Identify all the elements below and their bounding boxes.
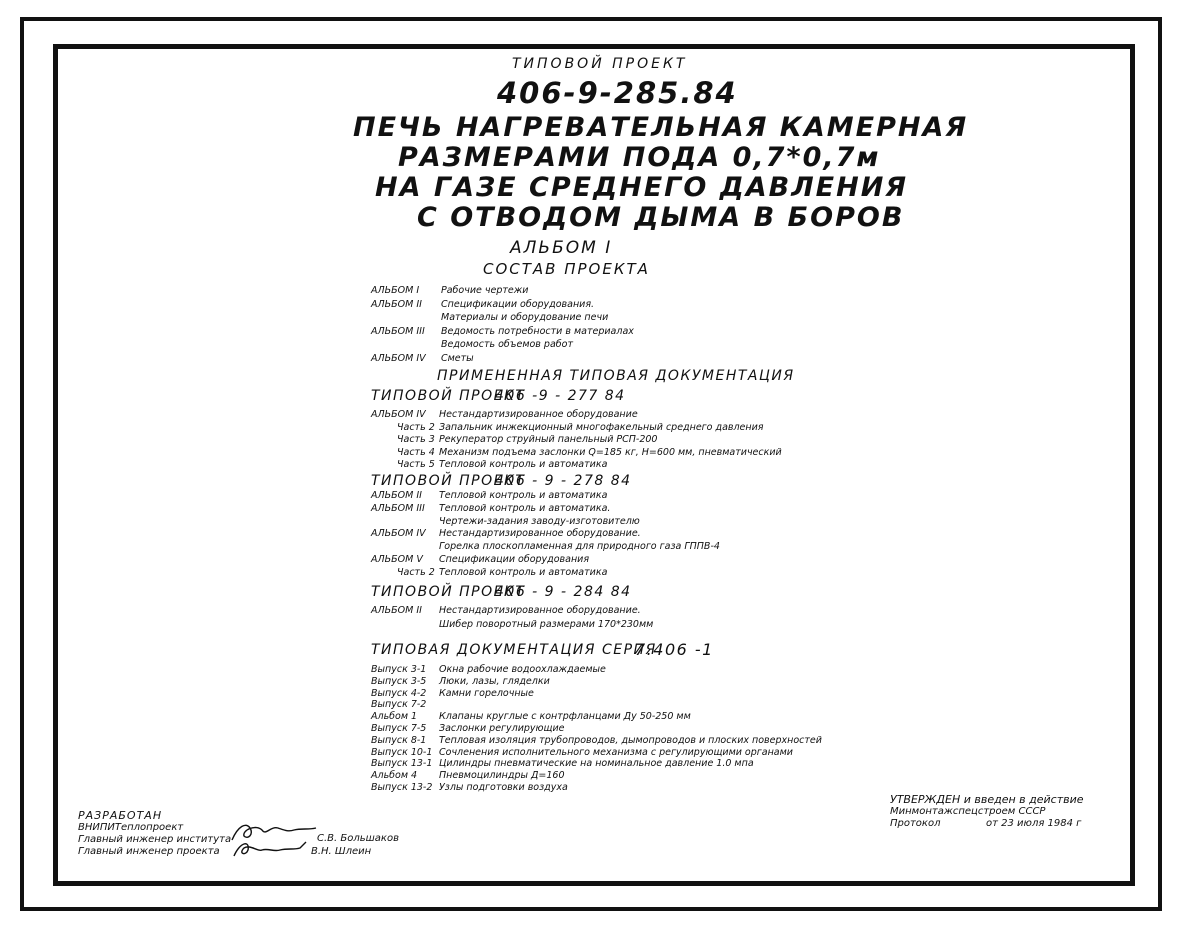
list-item: [371, 664, 831, 676]
list-item-value: Нестандартизированное оборудование.: [439, 528, 641, 540]
list-item: [371, 528, 831, 540]
list-item-value: Спецификации оборудования: [439, 554, 590, 565]
list-item-value: Узлы подготовки воздуха: [439, 782, 568, 793]
list-item-value: Горелка плоскопламенная для природного газа ГППВ-4: [439, 541, 720, 553]
list-item: [371, 770, 831, 782]
list-item-key: АЛЬБОМ II: [371, 490, 422, 501]
list-item-value: Материалы и оборудование печи: [441, 312, 609, 324]
list-item-value: Окна рабочие водоохлаждаемые: [439, 664, 606, 675]
chief-project-name: В.Н. Шлеин: [311, 846, 372, 857]
series-number: 7.406 -1: [635, 640, 714, 659]
list-item: [371, 312, 831, 324]
list-item-key: Выпуск 7-5: [371, 723, 427, 734]
list-item: [371, 353, 831, 365]
title-line-3: НА ГАЗЕ СРЕДНЕГО ДАВЛЕНИЯ: [375, 172, 909, 203]
list-item: [371, 339, 831, 351]
list-item-key: Часть 4: [397, 446, 435, 458]
list-item-value: Спецификации оборудования.: [441, 298, 595, 310]
approved-line-2: Минмонтажспецстроем СССР: [890, 806, 1046, 817]
list-item-value: Запальник инжекционный многофакельный среднего давления: [439, 421, 764, 433]
list-item-key: АЛЬБОМ IV: [371, 528, 426, 540]
list-item-value: Тепловая изоляция трубопроводов, дымопроводов и плоских поверхностей: [439, 734, 822, 746]
list-item: [371, 541, 831, 553]
list-item: [371, 699, 831, 711]
list-item-key: Выпуск 10-1: [371, 746, 433, 758]
list-item-key: Выпуск 13-2: [371, 782, 433, 793]
list-item: [371, 503, 831, 515]
chief-institute-role: Главный инженер института: [78, 834, 232, 845]
developed-title: РАЗРАБОТАН: [78, 809, 163, 822]
list-item: [371, 676, 831, 688]
chief-project-role: Главный инженер проекта: [78, 846, 220, 857]
title-line-2: РАЗМЕРАМИ ПОДА 0,7*0,7м: [398, 142, 881, 173]
list-item-value: Цилиндры пневматические на номинальное давление 1.0 мпа: [439, 758, 754, 770]
title-line-1: ПЕЧЬ НАГРЕВАТЕЛЬНАЯ КАМЕРНАЯ: [353, 112, 969, 143]
list-item-key: АЛЬБОМ III: [371, 502, 425, 514]
title-line-4: С ОТВОДОМ ДЫМА В БОРОВ: [417, 202, 905, 233]
list-item-key: Часть 2: [397, 566, 435, 578]
list-item-key: Выпуск 3-5: [371, 675, 427, 687]
list-item-value: Заслонки регулирующие: [439, 723, 565, 734]
list-item: [371, 434, 831, 446]
tp3-label: ТИПОВОЙ ПРОЕКТ: [371, 584, 526, 600]
list-item: [371, 758, 831, 770]
list-item: [371, 409, 831, 421]
list-item: [371, 747, 831, 759]
signature-2-icon: [228, 838, 310, 860]
series-label: ТИПОВАЯ ДОКУМЕНТАЦИЯ СЕРИЯ: [371, 642, 657, 658]
list-item-value: Тепловой контроль и автоматика: [439, 566, 608, 578]
tp1-number: 406 -9 - 277 84: [495, 388, 626, 404]
composition-heading: СОСТАВ ПРОЕКТА: [483, 260, 650, 278]
list-item-key: Выпуск 8-1: [371, 734, 427, 746]
developed-org: ВНИПИТеплопроект: [78, 822, 184, 833]
list-item: [371, 688, 831, 700]
list-item: [371, 735, 831, 747]
list-item-value: Рекуператор струйный панельный РСП-200: [439, 434, 658, 446]
list-item-value: Сочленения исполнительного механизма с регулирующими органами: [439, 746, 793, 758]
applied-doc-heading: ПРИМЕНЕННАЯ ТИПОВАЯ ДОКУМЕНТАЦИЯ: [437, 368, 795, 384]
list-item-value: Пневмоцилиндры Д=160: [439, 770, 565, 782]
tp3-number: 406 - 9 - 284 84: [495, 584, 632, 600]
list-item-value: Шибер поворотный размерами 170*230мм: [439, 619, 654, 630]
list-item: [371, 490, 831, 502]
list-item: [371, 723, 831, 735]
list-item-value: Сметы: [441, 353, 474, 364]
list-item-value: Клапаны круглые с контрфланцами Ду 50-250 мм: [439, 711, 691, 723]
list-item: [371, 422, 831, 434]
list-item-key: Выпуск 3-1: [371, 664, 427, 675]
list-item: [371, 782, 831, 794]
list-item-key: Выпуск 4-2: [371, 687, 427, 699]
list-item: [371, 567, 831, 579]
list-item: [371, 605, 831, 617]
list-item-key: Выпуск 13-1: [371, 758, 433, 770]
list-item-value: Нестандартизированное оборудование.: [439, 605, 641, 616]
list-item-key: АЛЬБОМ III: [371, 325, 425, 337]
list-item: [371, 619, 831, 631]
album-label: АЛЬБОМ I: [510, 238, 613, 258]
list-item-value: Тепловой контроль и автоматика: [439, 490, 608, 501]
list-item: [371, 447, 831, 459]
list-item: [371, 711, 831, 723]
list-item-key: АЛЬБОМ I: [371, 285, 420, 296]
list-item-key: Часть 3: [397, 434, 435, 446]
list-item-key: Часть 5: [397, 459, 435, 471]
approved-date: от 23 июля 1984 г: [986, 818, 1082, 829]
list-item-value: Тепловой контроль и автоматика.: [439, 502, 611, 514]
list-item: [371, 326, 831, 338]
list-item-value: Ведомость объемов работ: [441, 339, 573, 351]
list-item-value: Тепловой контроль и автоматика: [439, 459, 608, 471]
list-item: [371, 285, 831, 297]
list-item: [371, 554, 831, 566]
approved-protocol: Протокол: [890, 818, 941, 829]
list-item-key: АЛЬБОМ IV: [371, 409, 426, 420]
list-item: [371, 516, 831, 528]
list-item-value: Люки, лазы, гляделки: [439, 675, 550, 687]
list-item-key: Часть 2: [397, 421, 435, 433]
list-item-value: Механизм подъема заслонки Q=185 кг, Н=600 мм, пневматический: [439, 446, 782, 458]
list-item-value: Чертежи-задания заводу-изготовителю: [439, 515, 640, 527]
list-item: [371, 459, 831, 471]
list-item-key: Выпуск 7-2: [371, 699, 427, 711]
list-item-value: Камни горелочные: [439, 687, 534, 699]
list-item-value: Рабочие чертежи: [441, 285, 529, 296]
chief-institute-name: С.В. Большаков: [317, 833, 399, 844]
list-item-key: АЛЬБОМ II: [371, 605, 422, 616]
list-item-key: Альбом 1: [371, 711, 418, 723]
list-item-value: Ведомость потребности в материалах: [441, 325, 634, 337]
tp1-label: ТИПОВОЙ ПРОЕКТ: [371, 388, 526, 404]
doc-type: ТИПОВОЙ ПРОЕКТ: [512, 56, 688, 72]
approved-line-1: УТВЕРЖДЕН и введен в действие: [890, 793, 1084, 806]
list-item-key: АЛЬБОМ V: [371, 554, 423, 565]
list-item-value: Нестандартизированное оборудование: [439, 409, 638, 420]
list-item-key: АЛЬБОМ II: [371, 298, 422, 310]
list-item-key: Альбом 4: [371, 770, 418, 782]
list-item: [371, 299, 831, 311]
list-item-key: АЛЬБОМ IV: [371, 353, 426, 364]
project-number: 406-9-285.84: [497, 76, 738, 110]
tp2-label: ТИПОВОЙ ПРОЕКТ: [371, 473, 526, 489]
tp2-number: 406 - 9 - 278 84: [495, 473, 632, 489]
